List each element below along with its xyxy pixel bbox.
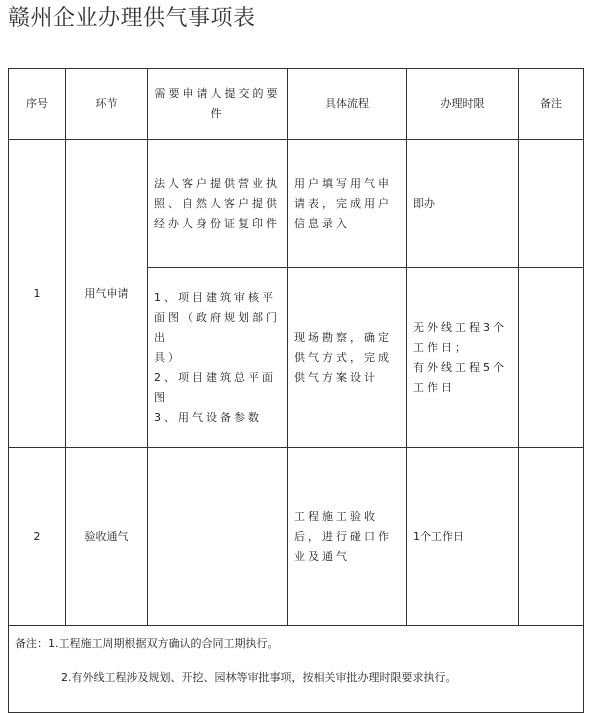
- row1b-materials-line: 1、项目建筑审核平面图（政府规划部门出: [154, 290, 280, 344]
- row1a-remarks: [519, 140, 584, 268]
- row1-stage: 用气申请: [66, 140, 148, 448]
- header-remarks: 备注: [519, 69, 584, 140]
- row1a-time: 即办: [407, 140, 519, 268]
- row1b-materials-line: 具）: [154, 350, 182, 364]
- row1a-materials: 法人客户提供营业执照、自然人客户提供经办人身份证复印件: [148, 140, 288, 268]
- header-process: 具体流程: [288, 69, 407, 140]
- note-line-1: 备注：1.工程施工周期根据双方确认的合同工期执行。: [15, 637, 279, 650]
- gas-supply-table: [8, 68, 584, 713]
- row1b-time-line: 有外线工程5个工作日: [413, 360, 507, 394]
- row1b-process: 现场勘察，确定供气方式，完成供气方案设计: [288, 268, 407, 448]
- note-line-2: 2.有外线工程涉及规划、开挖、园林等审批事项，按相关审批办理时限要求执行。: [61, 671, 457, 684]
- row1b-time-line: 无外线工程3个工作日；: [413, 320, 507, 354]
- row1b-materials-line: 3、用气设备参数: [154, 410, 262, 424]
- notes-cell: [9, 626, 584, 713]
- page-title: 赣州企业办理供气事项表: [8, 6, 256, 31]
- table-row: [9, 140, 584, 268]
- row2-remarks: [519, 448, 584, 626]
- row1b-materials: [148, 268, 288, 448]
- row2-materials: [148, 448, 288, 626]
- row1b-time: [407, 268, 519, 448]
- row2-time: 1个工作日: [407, 448, 519, 626]
- row2-process: 工程施工验收后，进行碰口作业及通气: [288, 448, 407, 626]
- header-time: 办理时限: [407, 69, 519, 140]
- notes-row: [9, 626, 584, 713]
- row1b-remarks: [519, 268, 584, 448]
- table-row: [9, 448, 584, 626]
- header-materials: 需要申请人提交的要件: [148, 69, 288, 140]
- row1a-process: 用户填写用气申请表，完成用户信息录入: [288, 140, 407, 268]
- table-header-row: [9, 69, 584, 140]
- header-stage: 环节: [66, 69, 148, 140]
- row1-seq: 1: [9, 140, 66, 448]
- row1b-materials-line: 2、项目建筑总平面图: [154, 370, 276, 404]
- row2-seq: 2: [9, 448, 66, 626]
- row2-stage: 验收通气: [66, 448, 148, 626]
- header-seq: 序号: [9, 69, 66, 140]
